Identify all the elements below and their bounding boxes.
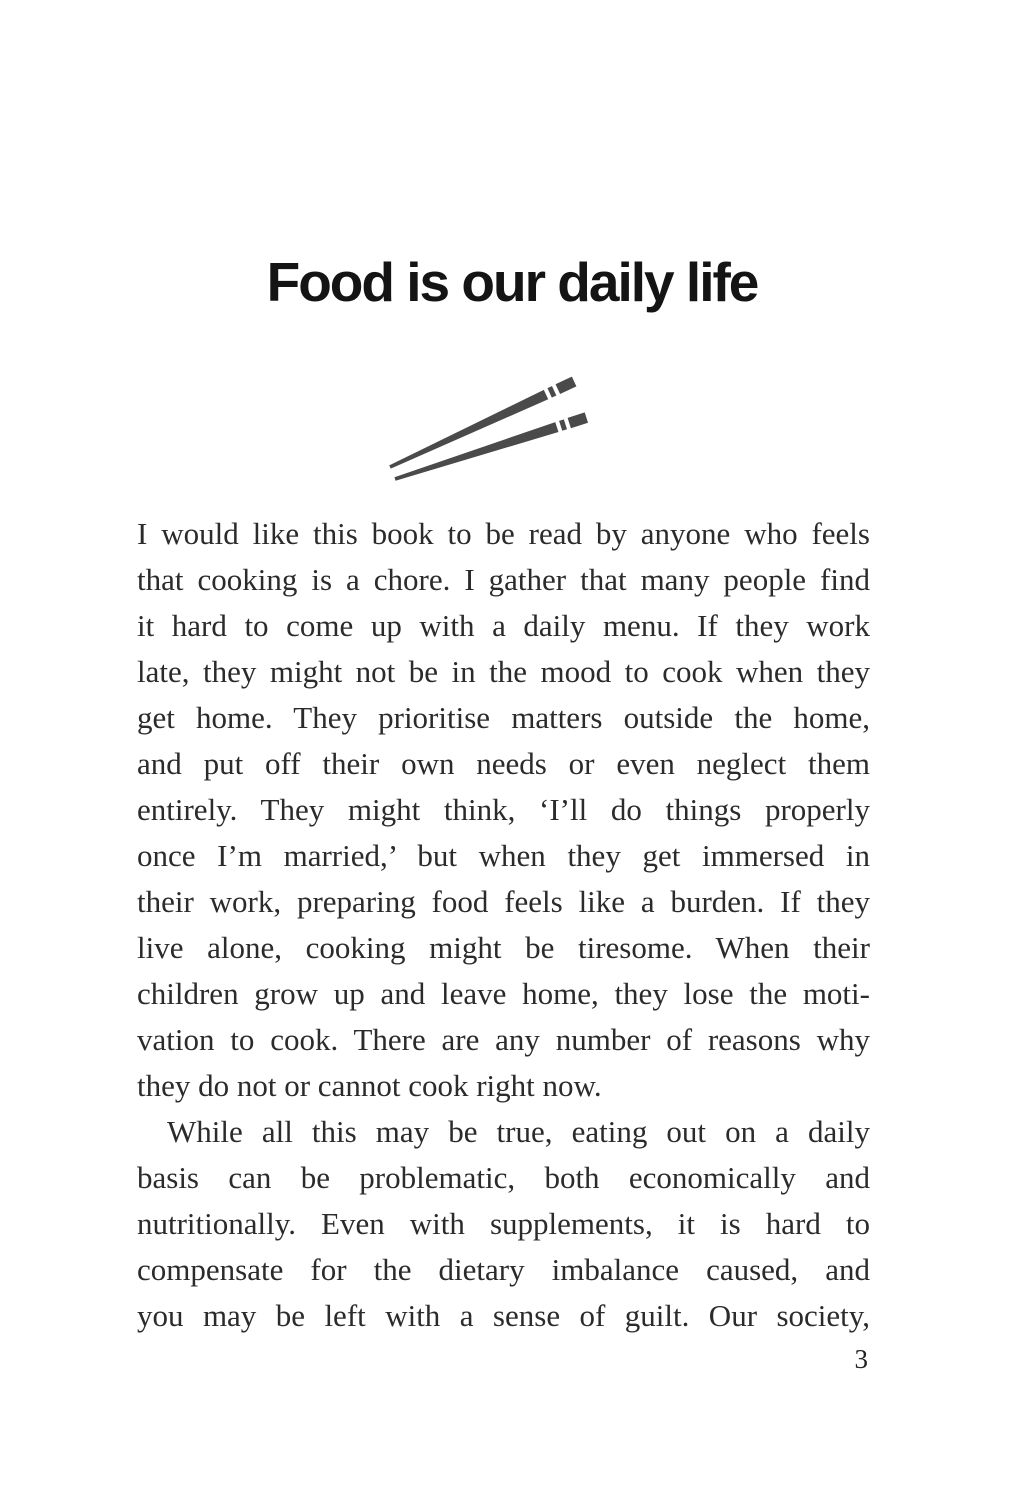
text-line: While all this may be true, eating out on a daily: [167, 1114, 870, 1149]
text-line: I would like this book to be read by anyone who feels: [137, 516, 870, 551]
text-line: get home. They prioritise matters outside the home,: [137, 700, 870, 735]
text-line: live alone, cooking might be tiresome. When their: [137, 930, 870, 965]
chapter-title: Food is our daily life: [266, 251, 758, 313]
text-line: they do not or cannot cook right now.: [137, 1068, 602, 1103]
paragraph: [137, 511, 870, 1109]
text-line: that cooking is a chore. I gather that many people find: [137, 562, 870, 597]
page-number: 3: [854, 1344, 868, 1374]
text-line: children grow up and leave home, they lose the moti-: [137, 976, 870, 1011]
text-line: once I’m married,’ but when they get immersed in: [137, 838, 870, 873]
text-line: basis can be problematic, both economically and: [137, 1160, 870, 1195]
text-line: you may be left with a sense of guilt. Our society,: [137, 1298, 870, 1333]
text-line: nutritionally. Even with supplements, it is hard to: [137, 1206, 870, 1241]
text-line: it hard to come up with a daily menu. If they work: [137, 608, 870, 643]
text-line: vation to cook. There are any number of reasons why: [137, 1022, 870, 1057]
text-line: and put off their own needs or even neglect them: [137, 746, 870, 781]
chopsticks-icon: [380, 358, 620, 498]
paragraph: [137, 1109, 870, 1339]
text-line: compensate for the dietary imbalance caused, and: [137, 1252, 870, 1287]
text-line: entirely. They might think, ‘I’ll do things properly: [137, 792, 870, 827]
body-text: [137, 511, 870, 1339]
text-line: late, they might not be in the mood to cook when they: [137, 654, 870, 689]
text-line: their work, preparing food feels like a burden. If they: [137, 884, 870, 919]
